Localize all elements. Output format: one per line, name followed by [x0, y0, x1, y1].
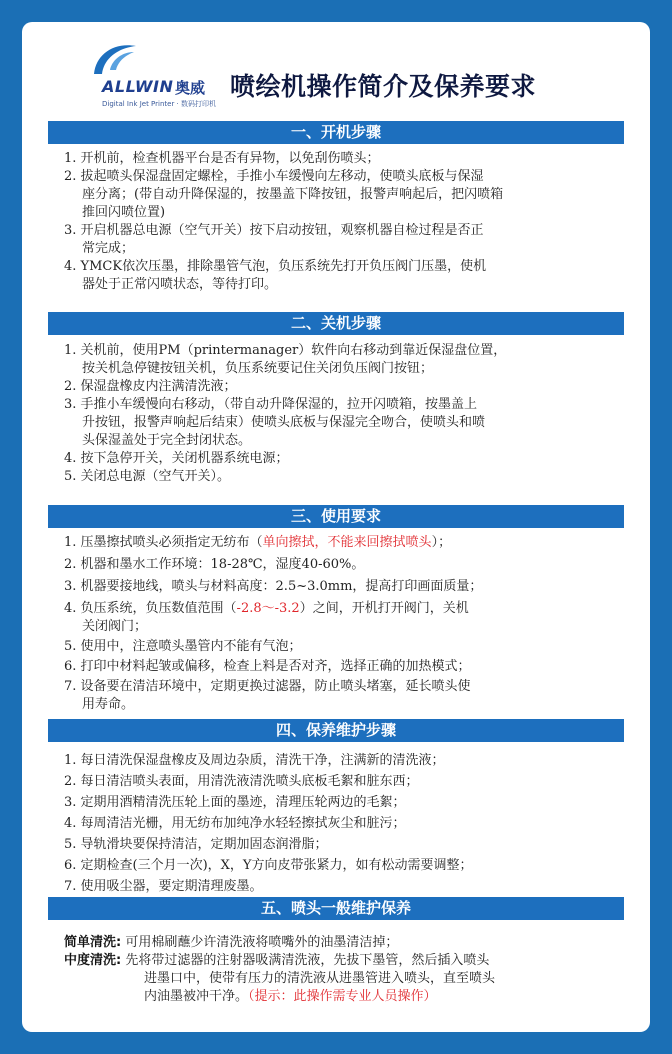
list-item: 推回闪喷位置) [82, 205, 166, 220]
list-item: 4. 每周清洁光栅，用无纺布加纯净水轻轻擦拭灰尘和脏污； [64, 816, 406, 831]
list-item: 2. 每日清洁喷头表面，用清洗液清洗喷头底板毛絮和脏东西； [64, 774, 419, 789]
list-item: 升按钮，报警声响起后结束）使喷头底板与保湿完全吻合，使喷头和喷 [82, 415, 486, 430]
section-heading-nozzle-care: 五、喷头一般维护保养 [48, 897, 624, 920]
list-item: 2. 机器和墨水工作环境：18-28℃，湿度40-60%。 [64, 557, 365, 572]
list-item: 常完成； [82, 241, 135, 256]
section-heading-maintenance: 四、保养维护步骤 [48, 719, 624, 742]
list-item: 7. 使用吸尘器，要定期清理废墨。 [64, 879, 263, 894]
list-item: 4. 负压系统，负压数值范围（-2.8～-3.2）之间，开机打开阀门，关机 [64, 601, 469, 616]
list-item: 3. 定期用酒精清洗压轮上面的墨迹，清理压轮两边的毛絮； [64, 795, 406, 810]
section-list-usage [64, 534, 619, 714]
brand-name: ALLWIN [102, 77, 174, 96]
list-item: 5. 导轨滑块要保持清洁，定期加固态润滑脂； [64, 837, 328, 852]
section-heading-usage: 三、使用要求 [48, 505, 624, 528]
simple-clean-row: 简单清洗: 可用棉刷蘸少许清洗液将喷嘴外的油墨清洁掉； [64, 935, 399, 950]
professional-note: （提示：此操作需专业人员操作） [248, 989, 437, 1004]
list-item: 2. 保湿盘橡皮内注满清洗液； [64, 379, 237, 394]
list-item: 器处于正常闪喷状态，等待打印。 [82, 277, 278, 292]
pressure-range: -2.8～-3.2 [236, 601, 300, 616]
list-item: 1. 每日清洗保湿盘橡皮及周边杂质，清洗干净，注满新的清洗液； [64, 753, 445, 768]
header [22, 22, 650, 134]
list-item: 座分离；(带自动升降保湿的，按墨盖下降按钮，报警声响起后，把闪喷箱 [82, 187, 504, 202]
list-item: 按关机急停键按钮关机，负压系统要记住关闭负压阀门按钮； [82, 361, 434, 376]
list-item: 头保湿盖处于完全封闭状态。 [82, 433, 252, 448]
simple-clean-label: 简单清洗: [64, 935, 122, 950]
section-list-maintenance [64, 752, 619, 896]
list-item: 3. 机器要接地线，喷头与材料高度：2.5~3.0mm，提高打印画面质量； [64, 579, 483, 594]
list-item: 4. YMCK依次压墨，排除墨管气泡，负压系统先打开负压阀门压墨，使机 [64, 259, 487, 274]
section-heading-shutdown: 二、关机步骤 [48, 312, 624, 335]
list-item: 3. 开启机器总电源（空气开关）按下启动按钮，观察机器自检过程是否正 [64, 223, 484, 238]
brand-name-cn: 奥威 [175, 79, 206, 97]
list-item: 2. 拔起喷头保湿盘固定螺栓，手推小车缓慢向左移动，使喷头底板与保湿 [64, 169, 484, 184]
brand-swoosh-icon [84, 40, 144, 80]
medium-clean-cont: 进墨口中，使带有压力的清洗液从进墨管进入喷头，直至喷头 [144, 971, 496, 986]
warning-text: 单向擦拭，不能来回擦拭喷头 [262, 535, 432, 550]
list-item: 1. 开机前，检查机器平台是否有异物，以免刮伤喷头； [64, 151, 380, 166]
medium-clean-label: 中度清洗: [64, 953, 122, 968]
section-heading-startup: 一、开机步骤 [48, 121, 624, 144]
list-item: 1. 压墨擦拭喷头必须指定无纺布（单向擦拭，不能来回擦拭喷头）； [64, 535, 452, 550]
list-item: 用寿命。 [82, 697, 135, 712]
list-item: 7. 设备要在清洁环境中，定期更换过滤器，防止喷头堵塞，延长喷头使 [64, 679, 471, 694]
medium-clean-cont: 内油墨被冲干净。（提示：此操作需专业人员操作） [144, 989, 437, 1004]
list-item: 1. 关机前，使用PM（printermanager）软件向右移动到靠近保湿盘位置， [64, 343, 507, 358]
list-item: 6. 打印中材料起皱或偏移，检查上料是否对齐，选择正确的加热模式； [64, 659, 471, 674]
brand-logo [84, 44, 244, 124]
list-item: 3. 手推小车缓慢向右移动，（带自动升降保湿的，拉开闪喷箱，按墨盖上 [64, 397, 478, 412]
section-list-shutdown [64, 342, 619, 486]
medium-clean-row: 中度清洗: 先将带过滤器的注射器吸满清洗液，先拔下墨管，然后插入喷头 [64, 953, 490, 968]
list-item: 4. 按下急停开关，关闭机器系统电源； [64, 451, 289, 466]
section-list-startup [64, 150, 619, 294]
brand-tagline: Digital Ink Jet Printer · 数码打印机 [102, 100, 217, 108]
info-card [22, 22, 650, 1032]
list-item: 5. 使用中，注意喷头墨管内不能有气泡； [64, 639, 302, 654]
section-body-nozzle-care [64, 934, 624, 1006]
page-title: 喷绘机操作简介及保养要求 [230, 72, 537, 101]
list-item: 5. 关闭总电源（空气开关）。 [64, 469, 231, 484]
list-item: 关闭阀门； [82, 619, 148, 634]
list-item: 6. 定期检查(三个月一次)，X，Y方向皮带张紧力，如有松动需要调整； [64, 858, 473, 873]
